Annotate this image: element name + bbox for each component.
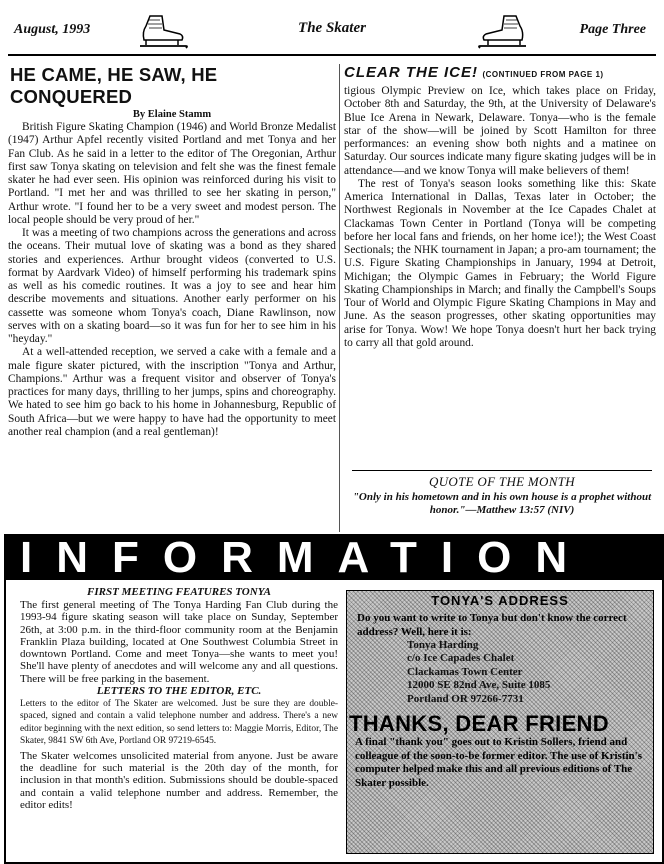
information-banner: INFORMATION	[6, 536, 662, 580]
continued-heading	[344, 64, 656, 84]
first-meeting-text: The first general meeting of The Tonya Harding Fan Club during the 1993-94 figure skating season will take place on Sunday, September 26th, at 3:00 p.m. in the third-floor community room at the Benjamin Franklin Plaza building, located at One Southwest Columbia Street in downtown Portland. Come and meet Tonya—she wants to meet you! She'll have plenty of anecdotes and will welcome any and all questions. There will be free parking in the basement.	[20, 599, 338, 685]
information-left-column	[20, 586, 338, 811]
information-section	[4, 534, 664, 864]
thanks-text: A final "thank you" goes out to Kristin Sollers, friend and colleague of the soon-to-be former editor. The use of Kristin's computer helped make this and all previous editions of The Skater possible.	[355, 736, 642, 789]
column-divider	[339, 64, 340, 532]
article-headline: HE CAME, HE SAW, HE CONQUERED	[10, 64, 218, 107]
first-meeting-heading: FIRST MEETING FEATURES TONYA	[87, 586, 271, 598]
article-byline: By Elaine Stamm	[132, 109, 212, 120]
header-rule	[8, 54, 656, 56]
page-number: Page Three	[579, 22, 646, 37]
article-paragraph: At a well-attended reception, we served a cake with a female and a male figure skater pictured, with the inscription "Tonya and Arthur, Champions." Arthur was a frequent visitor and observer of Tonya's practices for many days, thrilling to her jumps, spins and choreography. We hated to see him go back to his home in Johannesburg, Republic of South Africa—but we were happy to have had the opportunity to meet another real champion (and a real gentleman)!	[8, 346, 336, 438]
article-body	[8, 121, 336, 439]
page-header	[8, 8, 656, 52]
ice-skate-icon	[478, 12, 530, 52]
continued-note: (CONTINUED FROM PAGE 1)	[482, 70, 604, 79]
article-paragraph: It was a meeting of two champions across the generations and across the oceans. Their mutual love of skating was a bond as they shared stories and experiences. Arthur brought videos (converted to U.S. format by Aardvark Video) of himself performing his trademark spins as well as his comedic routines. It was a joy to see and hear him describe movements and situations. Another early performer on his cassette was someone whom Tonya's coach, Diane Rawlinson, now serves with on a skating board—so it was fun for her to see him in his "heyday."	[8, 227, 336, 345]
quote-of-the-month	[352, 470, 652, 517]
quote-text: "Only in his hometown and in his own house is a prophet without honor."—Matthew 13:57 (NIV)	[352, 491, 652, 516]
publication-name: The Skater	[298, 20, 366, 36]
article-he-came	[8, 64, 336, 439]
address-line: 12000 SE 82nd Ave, Suite 1085	[407, 679, 551, 692]
article-paragraph: tigious Olympic Preview on Ice, which takes place on Friday, October 8th and Saturday, the 9th, at the University of Delaware's Blue Ice Arena in Newark, Delaware. Tonya—who is the female star of the show—will be joined by Scott Hamilton for three performances: an evening show both nights and a matinee on Saturday. Our sources indicate many figure skating judges will be in attendance—and we know Tonya will make believers of them!	[344, 85, 656, 177]
submissions-text: The Skater welcomes unsolicited material from anyone. Just be aware the deadline for such material is the 20th day of the month, for inclusion in that month's edition. Submissions should be double-spaced and contain a valid telephone number and address. Remember, the editor edits!	[20, 749, 338, 811]
address-line: Tonya Harding	[407, 639, 479, 651]
address-line: Clackamas Town Center	[407, 665, 523, 678]
address-line: Portland OR 97266-7731	[407, 692, 524, 705]
article-paragraph: The rest of Tonya's season looks something like this: Skate America International in Dallas, Texas later in October; the Northwest Regionals in November at the Ice Capades Chalet at Clackamas Town Center in Portland (Tonya will be competing before her local fans and friends, on her home ice!); the West Coast Sectionals; the NHK tournament in Japan; a pro-am tournament; the U.S. Figure Skating Championships in January, 1994 at Detroit, Michigan; the Olympic Games in February; the World Figure Skating Championships in March; and finally the Campbell's Soups Tour of World and Olympic Figure Skating Champions in May and June. As the season progresses, other skating opportunities may arise for Tonya. Wow! We hope Tonya doesn't hurt her back trying to carry all that gold around.	[344, 177, 656, 349]
address-thanks-box	[346, 590, 654, 854]
address-line: c/o Ice Capades Chalet	[407, 652, 515, 665]
issue-date: August, 1993	[14, 22, 91, 37]
quote-title: QUOTE OF THE MONTH	[429, 474, 575, 489]
address-title: TONYA'S ADDRESS	[431, 593, 569, 608]
article-paragraph: British Figure Skating Champion (1946) and World Bronze Medalist (1947) Arthur Apfel recently visited Portland and met Tonya and her Fan Club. As he said in a letter to the editor of The Oregonian, Arthur first saw Tonya skating on television and felt she was the finest female skater he had ever seen. His opinion was reinforced during his visit to Portland. "I met her and was thrilled to see her skating in person," Arthur wrote. "I found her to be a very sweet and modest person. The local people should be very proud of her."	[8, 121, 336, 226]
continued-title: CLEAR THE ICE!	[344, 64, 478, 81]
letters-text: Letters to the editor of The Skater are welcomed. Just be sure they are double-spaced, signed and contain a valid telephone number and address. There's a new editor beginning with the next edition, so send letters to: Maggie Morris, Editor, The Skater, 9841 SW 6th Ave, Portland OR 97219-6545.	[20, 699, 338, 747]
thanks-title: THANKS, DEAR FRIEND	[349, 711, 609, 737]
address-intro: Do you want to write to Tonya but don't know the correct address? Well, here it is:	[357, 612, 627, 638]
mailing-address	[347, 639, 653, 706]
letters-heading: LETTERS TO THE EDITOR, ETC.	[96, 685, 262, 698]
article-clear-the-ice	[344, 64, 656, 350]
